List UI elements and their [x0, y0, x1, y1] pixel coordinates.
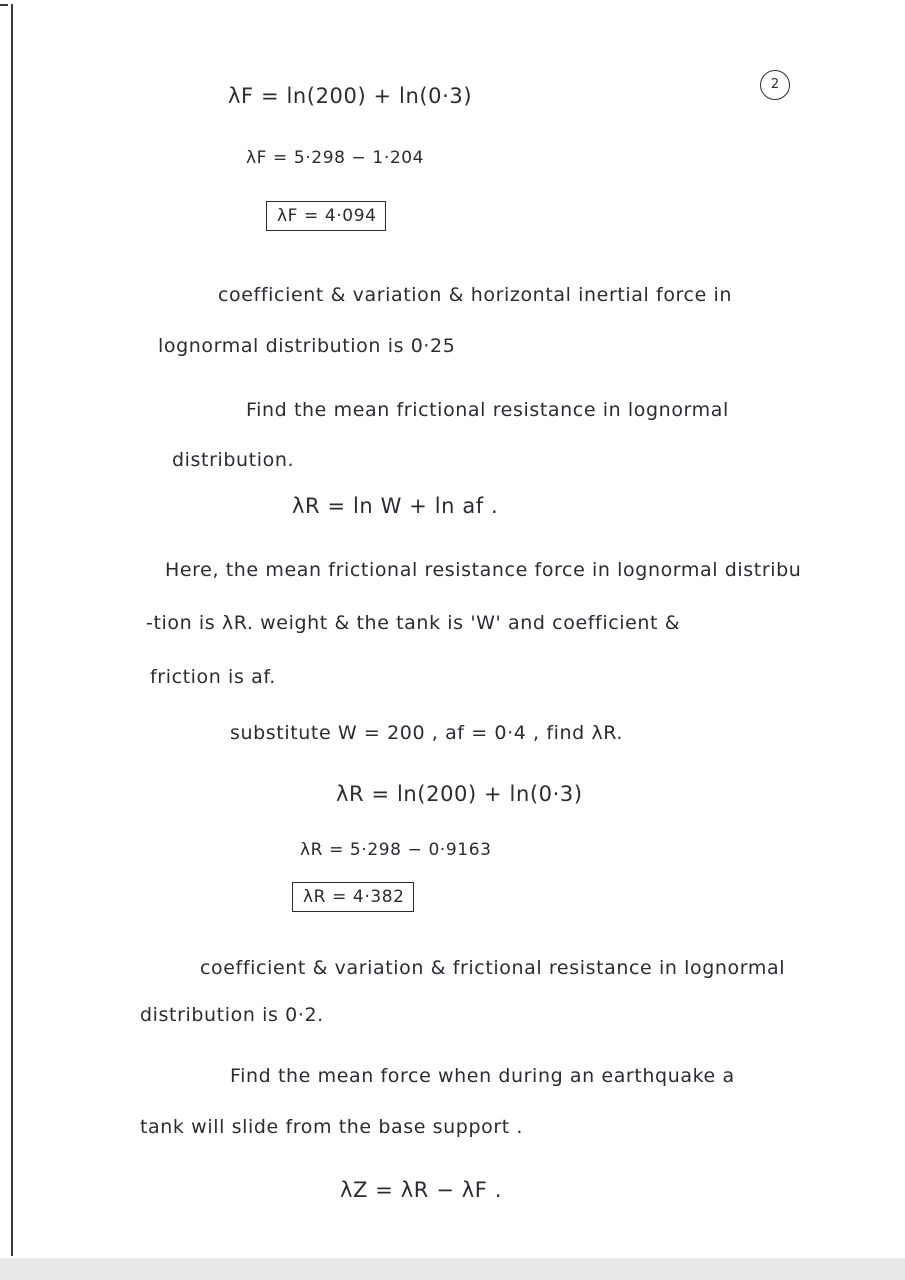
- text-coefficient-horizontal-force: coefficient & variation & horizontal inertial force in: [218, 284, 733, 306]
- equation-lambda-z: λZ = λR − λF .: [340, 1178, 502, 1202]
- text-here-mean-frictional-force: Here, the mean frictional resistance force in lognormal distribu: [165, 559, 802, 581]
- equation-lambda-r-expression: λR = ln(200) + ln(0·3): [336, 782, 583, 806]
- equation-lambda-f-expression: λF = ln(200) + ln(0·3): [228, 84, 473, 108]
- text-tank-slide-base-support: tank will slide from the base support .: [140, 1116, 524, 1138]
- equation-lambda-r-formula: λR = ln W + ln af .: [292, 494, 499, 518]
- text-substitute-values: substitute W = 200 , af = 0·4 , find λR.: [230, 722, 624, 744]
- text-distribution: distribution.: [172, 449, 295, 471]
- text-find-mean-force-earthquake: Find the mean force when during an earthquake a: [230, 1065, 735, 1087]
- boxed-result-lambda-r: λR = 4·382: [292, 882, 414, 912]
- text-coefficient-frictional-resistance: coefficient & variation & frictional resistance in lognormal: [200, 957, 786, 979]
- text-find-mean-frictional-resistance: Find the mean frictional resistance in lognormal: [246, 399, 729, 421]
- bottom-scan-strip: [0, 1258, 905, 1280]
- text-lognormal-distribution-value: lognormal distribution is 0·25: [158, 335, 456, 357]
- text-friction-is-af: friction is af.: [150, 666, 276, 688]
- text-distribution-is-value: distribution is 0·2.: [140, 1004, 324, 1026]
- equation-lambda-r-substituted: λR = 5·298 − 0·9163: [300, 840, 492, 860]
- corner-mark: [0, 4, 8, 6]
- equation-lambda-f-substituted: λF = 5·298 − 1·204: [246, 148, 425, 168]
- boxed-result-lambda-f: λF = 4·094: [266, 201, 386, 231]
- text-weight-of-tank: -tion is λR. weight & the tank is 'W' and coefficient &: [146, 612, 681, 634]
- page-left-edge: [11, 4, 13, 1256]
- page-number-circle: 2: [760, 70, 790, 100]
